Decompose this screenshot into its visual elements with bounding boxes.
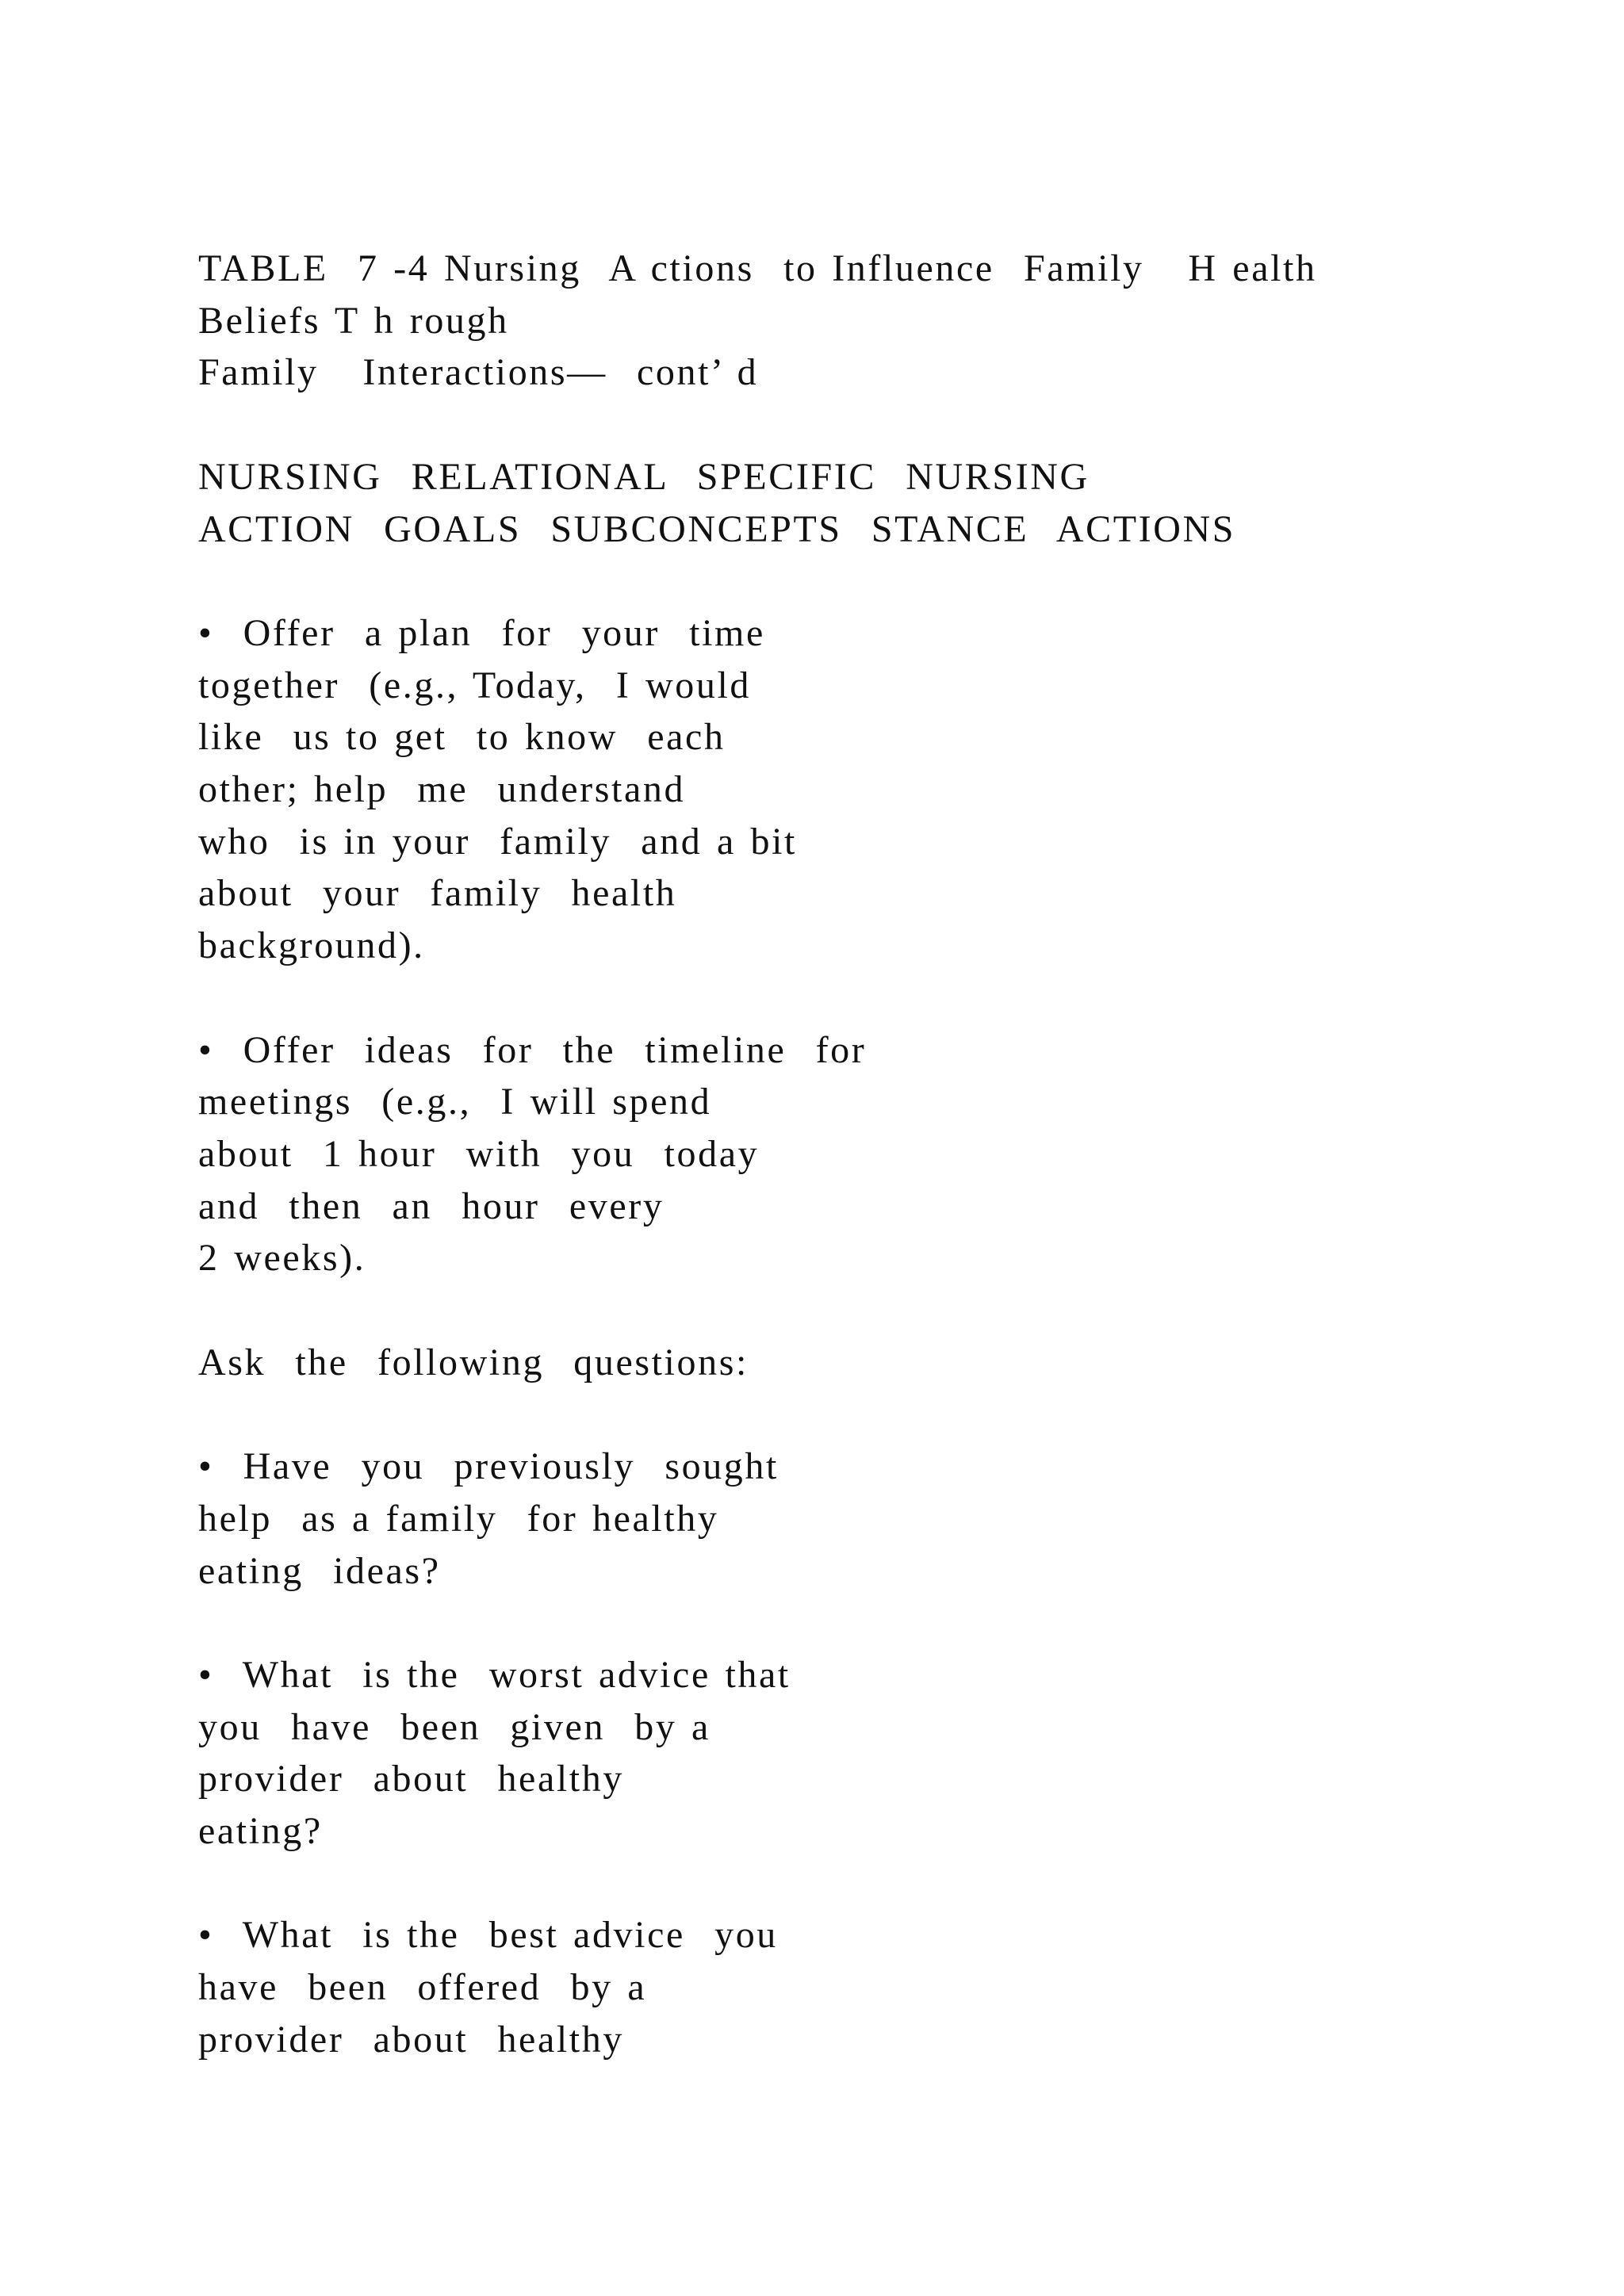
bullet-line: • Offer a plan for your time bbox=[198, 611, 765, 654]
question-line: have been offered by a bbox=[198, 1966, 647, 2009]
question-line: help as a family for healthy bbox=[198, 1497, 719, 1540]
ask-questions-intro bbox=[198, 1337, 1467, 1389]
bullet-offer-plan bbox=[198, 607, 1467, 972]
question-best-advice bbox=[198, 1909, 1467, 2065]
bullet-line: who is in your family and a bit bbox=[198, 820, 797, 863]
question-line: eating ideas? bbox=[198, 1549, 441, 1592]
document-body bbox=[198, 243, 1467, 2118]
question-line: provider about healthy bbox=[198, 2018, 624, 2061]
bullet-line: about 1 hour with you today bbox=[198, 1132, 760, 1175]
title-line: Family Interactions— cont’ d bbox=[198, 351, 759, 394]
bullet-line: like us to get to know each bbox=[198, 716, 726, 759]
bullet-line: • Offer ideas for the timeline for bbox=[198, 1028, 867, 1071]
bullet-line: meetings (e.g., I will spend bbox=[198, 1081, 712, 1123]
bullet-line: 2 weeks). bbox=[198, 1237, 366, 1280]
title-line: TABLE 7 -4 Nursing A ctions to Influence Family H ealth bbox=[198, 247, 1317, 289]
question-line: • What is the best advice you bbox=[198, 1914, 778, 1957]
question-line: eating? bbox=[198, 1810, 323, 1852]
question-line: • What is the worst advice that bbox=[198, 1653, 791, 1696]
bullet-line: about your family health bbox=[198, 872, 677, 915]
header-line: ACTION GOALS SUBCONCEPTS STANCE ACTIONS bbox=[198, 507, 1236, 550]
bullet-line: and then an hour every bbox=[198, 1184, 665, 1227]
question-previously-sought-help bbox=[198, 1441, 1467, 1597]
question-line: you have been given by a bbox=[198, 1705, 710, 1748]
table-title bbox=[198, 243, 1467, 399]
bullet-line: background). bbox=[198, 924, 425, 967]
header-line: NURSING RELATIONAL SPECIFIC NURSING bbox=[198, 455, 1090, 498]
question-line: • Have you previously sought bbox=[198, 1445, 779, 1488]
question-line: provider about healthy bbox=[198, 1758, 624, 1800]
title-line: Beliefs T h rough bbox=[198, 299, 509, 342]
question-worst-advice bbox=[198, 1649, 1467, 1858]
bullet-line: other; help me understand bbox=[198, 768, 686, 810]
intro-line: Ask the following questions: bbox=[198, 1341, 749, 1383]
bullet-offer-timeline bbox=[198, 1024, 1467, 1285]
bullet-line: together (e.g., Today, I would bbox=[198, 664, 752, 706]
column-headers bbox=[198, 451, 1467, 555]
